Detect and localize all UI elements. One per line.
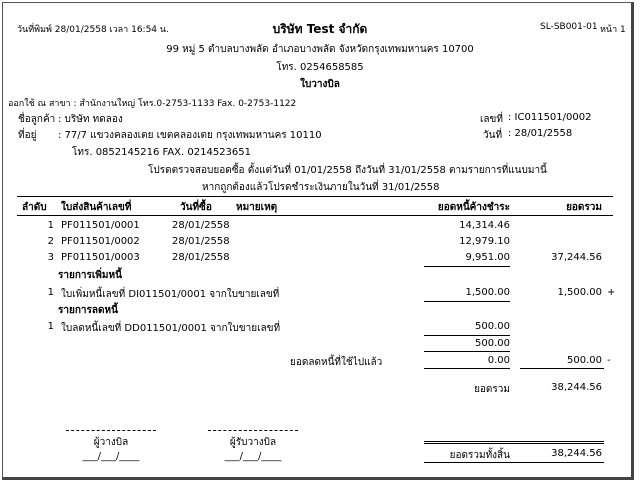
decrease-sum-rule	[424, 351, 510, 352]
increase-sign: +	[607, 287, 616, 298]
row-date: 28/01/2558	[172, 236, 230, 247]
grand-top-rule-2	[424, 443, 604, 444]
decrease-amount: 500.00	[475, 321, 510, 332]
increase-no: 1	[47, 287, 54, 298]
row-doc: PF011501/0002	[61, 236, 140, 247]
increase-amount: 1,500.00	[465, 287, 510, 298]
decrease-title: รายการลดหนี้	[58, 305, 118, 316]
col-header-doc: ใบส่งสินค้าเลขที่	[61, 202, 132, 213]
decrease-unused-label: ยอดลดหนี้ที่ใช้ไปแล้ว	[290, 357, 383, 368]
col-header-date: วันที่ซื้อ	[180, 202, 212, 213]
col-header-note: หมายเหตุ	[236, 202, 278, 213]
customer-address-label: ที่อยู่	[18, 130, 37, 141]
receiver-label: ผู้รับวางบิล	[229, 437, 277, 448]
print-timestamp: วันที่พิมพ์ 28/01/2558 เวลา 16:54 น.	[17, 25, 169, 35]
decrease-no: 1	[47, 321, 54, 332]
decrease-desc: ใบลดหนี้เลขที่ DD011501/0001 จากใบขายเลขที่	[61, 323, 281, 334]
decrease-sum: 500.00	[475, 338, 510, 349]
notice-line-1: โปรดตรวจสอบยอดซื้อ ตั้งแต่วันที่ 01/01/2558 ถึงวันที่ 31/01/2558 ตามรายการที่แนบมานี้	[148, 165, 547, 176]
increase-desc: ใบเพิ่มหนี้เลขที่ DI011501/0001 จากใบขายเลขที่	[61, 289, 280, 300]
row-balance: 9,951.00	[465, 252, 510, 263]
decrease-total: 500.00	[567, 355, 602, 366]
increase-rule	[424, 301, 510, 302]
biller-sign-line	[66, 430, 156, 431]
biller-label: ผู้วางบิล	[93, 437, 129, 448]
doc-number: : IC011501/0002	[508, 112, 592, 123]
company-address: 99 หมู่ 5 ตำบลบางพลัด อำเภอบางพลัด จังหวัดกรุงเทพมหานคร 10700	[166, 44, 474, 55]
row-no: 1	[47, 220, 54, 231]
company-phone: โทร. 0254658585	[276, 62, 364, 73]
decrease-unused: 0.00	[487, 355, 510, 366]
receiver-sign-line	[208, 430, 298, 431]
sum-label: ยอดรวม	[474, 384, 510, 395]
sum-value: 38,244.56	[551, 382, 602, 393]
row-no: 3	[47, 252, 54, 263]
customer-contact: โทร. 0852145216 FAX. 0214523651	[72, 147, 251, 158]
increase-total: 1,500.00	[557, 287, 602, 298]
subtotal-value: 37,244.56	[551, 252, 602, 263]
grand-top-rule	[424, 441, 604, 442]
row-doc: PF011501/0001	[61, 220, 140, 231]
issuer-branch: ออกใช้ ณ สาขา : สำนักงานใหญ่ โทร.0-2753-1133 Fax. 0-2753-1122	[8, 99, 297, 109]
notice-line-2: หากถูกต้องแล้วโปรดชำระเงินภายในวันที่ 31/01/2558	[202, 182, 440, 193]
row-doc: PF011501/0003	[61, 252, 140, 263]
doc-number-label: เลขที่	[480, 114, 503, 125]
receiver-date: ___/___/____	[224, 451, 282, 462]
subtotal-rule	[424, 266, 510, 267]
customer-address: : 77/7 แขวงคลองเตย เขตคลองเตย กรุงเทพมหานคร 10110	[58, 130, 322, 141]
decrease-rule	[424, 335, 510, 336]
page-number: หน้า 1	[600, 25, 626, 35]
doc-date-label: วันที่	[483, 130, 503, 141]
grand-total-label: ยอดรวมทั้งสิ้น	[449, 450, 510, 461]
doc-code: SL-SB001-01	[540, 22, 598, 32]
row-balance: 14,314.46	[459, 220, 510, 231]
grand-bottom-rule	[424, 462, 604, 463]
decrease-sign: -	[607, 355, 611, 366]
table-top-rule	[17, 196, 613, 197]
customer-name-label: ชื่อลูกค้า	[18, 114, 56, 125]
table-header-rule	[17, 215, 613, 216]
grand-total-value: 38,244.56	[551, 448, 602, 459]
row-date: 28/01/2558	[172, 220, 230, 231]
doc-date: : 28/01/2558	[508, 128, 573, 139]
col-header-no: ลำดับ	[22, 202, 47, 213]
biller-date: ___/___/____	[82, 451, 140, 462]
unused-rule	[424, 368, 510, 369]
row-balance: 12,979.10	[459, 236, 510, 247]
col-header-total: ยอดรวม	[566, 202, 602, 213]
row-date: 28/01/2558	[172, 252, 230, 263]
increase-title: รายการเพิ่มหนี้	[58, 270, 122, 281]
decrease-total-rule	[520, 368, 604, 369]
company-name: บริษัท Test จำกัด	[272, 22, 368, 36]
row-no: 2	[47, 236, 54, 247]
col-header-balance: ยอดหนี้ค้างชำระ	[437, 202, 510, 213]
customer-name: : บริษัท ทดลอง	[58, 114, 123, 125]
document-title: ใบวางบิล	[300, 79, 340, 90]
